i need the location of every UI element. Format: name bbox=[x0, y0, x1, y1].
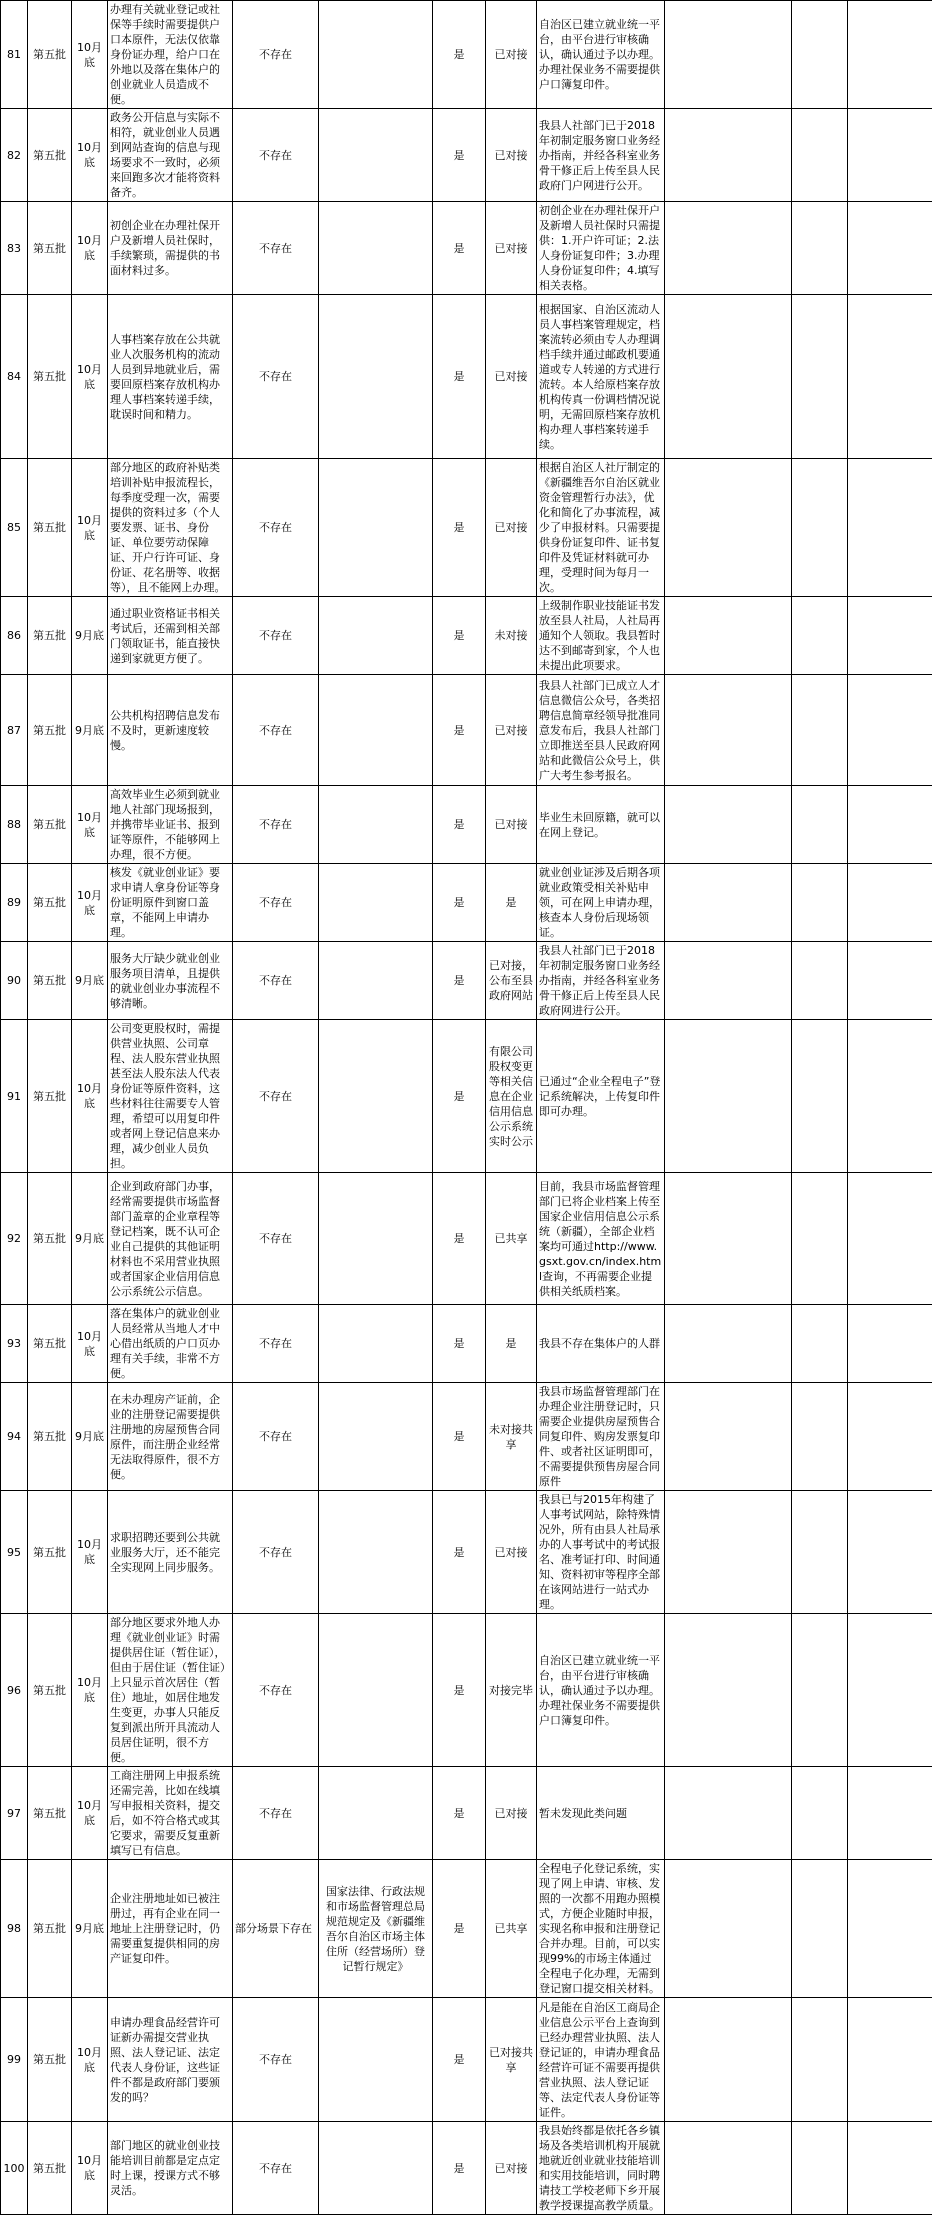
deadline-cell: 10月底 bbox=[72, 1, 108, 109]
docking-status: 有限公司股权变更等相关信息在企业信用信息公示系统实时公示 bbox=[486, 1020, 537, 1173]
scene-status: 不存在 bbox=[233, 1, 319, 109]
table-row bbox=[1, 1383, 932, 1491]
empty-cell bbox=[792, 597, 848, 675]
problem-description: 求职招聘还要到公共就业服务大厅，还不能完全实现网上同步服务。 bbox=[108, 1491, 233, 1614]
problem-description: 部门地区的就业创业技能培训目前都是定点定时上课，授课方式不够灵活。 bbox=[108, 2122, 233, 2215]
table-row bbox=[1, 1020, 932, 1173]
yes-flag: 是 bbox=[433, 1491, 486, 1614]
row-number: 99 bbox=[1, 1998, 28, 2122]
reply-text: 全程电子化登记系统，实现了网上申请、审核、发照的一次都不用跑办照模式，方便企业随时申报，实现名称申报和注册登记合并办理。目前，可以实现99%的市场主体通过全程电子化办理，无需到登记窗口提交相关材料。 bbox=[537, 1860, 665, 1998]
table-row bbox=[1, 1860, 932, 1998]
docking-status: 已共享 bbox=[486, 1173, 537, 1305]
empty-cell bbox=[848, 1614, 932, 1767]
reply-text: 自治区已建立就业统一平台，由平台进行审核确认，确认通过予以办理。办理社保业务不需要提供户口簿复印件。 bbox=[537, 1614, 665, 1767]
deadline-cell: 9月底 bbox=[72, 1173, 108, 1305]
yes-flag: 是 bbox=[433, 864, 486, 942]
yes-flag: 是 bbox=[433, 1173, 486, 1305]
empty-cell bbox=[792, 942, 848, 1020]
empty-cell bbox=[848, 459, 932, 597]
row-number: 81 bbox=[1, 1, 28, 109]
yes-flag: 是 bbox=[433, 202, 486, 295]
empty-cell bbox=[792, 1020, 848, 1173]
batch-cell: 第五批 bbox=[28, 1305, 72, 1383]
empty-cell bbox=[848, 1, 932, 109]
row-number: 93 bbox=[1, 1305, 28, 1383]
row-number: 94 bbox=[1, 1383, 28, 1491]
batch-cell: 第五批 bbox=[28, 459, 72, 597]
deadline-cell: 10月底 bbox=[72, 1491, 108, 1614]
empty-cell bbox=[848, 202, 932, 295]
empty-cell bbox=[848, 1767, 932, 1860]
problem-description: 部分地区的政府补贴类培训补贴申报流程长，每季度受理一次，需要提供的资料过多（个人要发票、证书、身份证、单位要劳动保障证、开户行许可证、身份证、花名册等、收据等），且不能网上办理。 bbox=[108, 459, 233, 597]
problem-description: 通过职业资格证书相关考试后，还需到相关部门领取证书，能直接快递到家就更方便了。 bbox=[108, 597, 233, 675]
problem-description: 初创企业在办理社保开户及新增人员社保时，手续繁琐，需提供的书面材料过多。 bbox=[108, 202, 233, 295]
scene-status: 不存在 bbox=[233, 459, 319, 597]
empty-cell bbox=[848, 1998, 932, 2122]
scene-status: 不存在 bbox=[233, 786, 319, 864]
empty-cell bbox=[665, 1614, 792, 1767]
docking-status: 未对接 bbox=[486, 597, 537, 675]
empty-cell bbox=[848, 864, 932, 942]
basis-cell bbox=[319, 597, 433, 675]
row-number: 96 bbox=[1, 1614, 28, 1767]
batch-cell: 第五批 bbox=[28, 942, 72, 1020]
scene-status: 不存在 bbox=[233, 1767, 319, 1860]
table-row bbox=[1, 109, 932, 202]
row-number: 89 bbox=[1, 864, 28, 942]
reply-text: 我县不存在集体户的人群 bbox=[537, 1305, 665, 1383]
docking-status: 已对接共享 bbox=[486, 1998, 537, 2122]
row-number: 82 bbox=[1, 109, 28, 202]
scene-status: 不存在 bbox=[233, 295, 319, 459]
deadline-cell: 9月底 bbox=[72, 675, 108, 786]
empty-cell bbox=[665, 1, 792, 109]
empty-cell bbox=[848, 786, 932, 864]
basis-cell bbox=[319, 1998, 433, 2122]
reply-text: 目前，我县市场监督管理部门已将企业档案上传至国家企业信用信息公示系统（新疆），全部企业档案均可通过http://www.gsxt.gov.cn/index.html查询，不再需要企业提供相关纸质档案。 bbox=[537, 1173, 665, 1305]
empty-cell bbox=[792, 1173, 848, 1305]
empty-cell bbox=[792, 1767, 848, 1860]
row-number: 86 bbox=[1, 597, 28, 675]
reply-text: 我县人社部门已成立人才信息微信公众号，各类招聘信息简章经领导批准同意发布后，我县人社部门立即推送至县人民政府网站和此微信公众号上，供广大考生参考报名。 bbox=[537, 675, 665, 786]
empty-cell bbox=[792, 202, 848, 295]
basis-cell bbox=[319, 864, 433, 942]
scene-status: 不存在 bbox=[233, 1020, 319, 1173]
empty-cell bbox=[848, 1173, 932, 1305]
table-row bbox=[1, 1, 932, 109]
yes-flag: 是 bbox=[433, 1383, 486, 1491]
empty-cell bbox=[665, 1305, 792, 1383]
scene-status: 不存在 bbox=[233, 1614, 319, 1767]
yes-flag: 是 bbox=[433, 675, 486, 786]
deadline-cell: 9月底 bbox=[72, 1383, 108, 1491]
batch-cell: 第五批 bbox=[28, 109, 72, 202]
problem-description: 公司变更股权时，需提供营业执照、公司章程、法人股东营业执照甚至法人股东法人代表身份证等原件资料，这些材料往往需要专人管理，希望可以用复印件或者网上登记信息来办理，减少创业人员负担。 bbox=[108, 1020, 233, 1173]
empty-cell bbox=[665, 1383, 792, 1491]
row-number: 88 bbox=[1, 786, 28, 864]
docking-status: 已对接 bbox=[486, 1, 537, 109]
empty-cell bbox=[665, 295, 792, 459]
empty-cell bbox=[665, 1860, 792, 1998]
empty-cell bbox=[665, 459, 792, 597]
yes-flag: 是 bbox=[433, 109, 486, 202]
row-number: 97 bbox=[1, 1767, 28, 1860]
table-row bbox=[1, 202, 932, 295]
empty-cell bbox=[792, 1305, 848, 1383]
scene-status: 不存在 bbox=[233, 2122, 319, 2215]
problem-description: 企业到政府部门办事，经常需要提供市场监督部门盖章的企业章程等登记档案，既不认可企业自己提供的其他证明材料也不采用营业执照或者国家企业信用信息公示系统公示信息。 bbox=[108, 1173, 233, 1305]
deadline-cell: 9月底 bbox=[72, 597, 108, 675]
empty-cell bbox=[848, 1383, 932, 1491]
table-row bbox=[1, 942, 932, 1020]
table-row bbox=[1, 864, 932, 942]
row-number: 87 bbox=[1, 675, 28, 786]
basis-cell bbox=[319, 1020, 433, 1173]
deadline-cell: 10月底 bbox=[72, 2122, 108, 2215]
basis-cell bbox=[319, 675, 433, 786]
empty-cell bbox=[792, 1998, 848, 2122]
empty-cell bbox=[665, 1767, 792, 1860]
basis-cell bbox=[319, 202, 433, 295]
basis-cell bbox=[319, 459, 433, 597]
reply-text: 已通过“企业全程电子”登记系统解决，上传复印件即可办理。 bbox=[537, 1020, 665, 1173]
row-number: 95 bbox=[1, 1491, 28, 1614]
docking-status: 已对接 bbox=[486, 1767, 537, 1860]
scene-status: 不存在 bbox=[233, 202, 319, 295]
batch-cell: 第五批 bbox=[28, 864, 72, 942]
deadline-cell: 9月底 bbox=[72, 1860, 108, 1998]
empty-cell bbox=[792, 459, 848, 597]
deadline-cell: 10月底 bbox=[72, 1614, 108, 1767]
batch-cell: 第五批 bbox=[28, 202, 72, 295]
table-row bbox=[1, 1491, 932, 1614]
empty-cell bbox=[665, 202, 792, 295]
batch-cell: 第五批 bbox=[28, 1383, 72, 1491]
deadline-cell: 10月底 bbox=[72, 1767, 108, 1860]
yes-flag: 是 bbox=[433, 1860, 486, 1998]
basis-cell bbox=[319, 2122, 433, 2215]
basis-cell bbox=[319, 786, 433, 864]
basis-cell bbox=[319, 1767, 433, 1860]
scene-status: 不存在 bbox=[233, 597, 319, 675]
deadline-cell: 10月底 bbox=[72, 295, 108, 459]
docking-status: 未对接共享 bbox=[486, 1383, 537, 1491]
empty-cell bbox=[665, 1020, 792, 1173]
empty-cell bbox=[848, 675, 932, 786]
scene-status: 不存在 bbox=[233, 942, 319, 1020]
table-row bbox=[1, 1305, 932, 1383]
problem-description: 服务大厅缺少就业创业服务项目清单，且提供的就业创业办事流程不够清晰。 bbox=[108, 942, 233, 1020]
batch-cell: 第五批 bbox=[28, 1173, 72, 1305]
row-number: 98 bbox=[1, 1860, 28, 1998]
row-number: 90 bbox=[1, 942, 28, 1020]
docking-status: 已对接 bbox=[486, 202, 537, 295]
basis-cell: 国家法律、行政法规和市场监督管理总局规范规定及《新疆维吾尔自治区市场主体住所（经营场所）登记暂行规定》 bbox=[319, 1860, 433, 1998]
problem-description: 企业注册地址如已被注册过，再有企业在同一地址上注册登记时，仍需要重复提供相同的房产证复印件。 bbox=[108, 1860, 233, 1998]
docking-status: 已对接 bbox=[486, 1491, 537, 1614]
reply-text: 根据国家、自治区流动人员人事档案管理规定，档案流转必须由专人办理调档手续并通过邮政机要通道或专人转递的方式进行流转。本人给原档案存放机构传真一份调档情况说明，无需回原档案存放机构办理人事档案转递手续。 bbox=[537, 295, 665, 459]
empty-cell bbox=[848, 109, 932, 202]
yes-flag: 是 bbox=[433, 459, 486, 597]
yes-flag: 是 bbox=[433, 1305, 486, 1383]
basis-cell bbox=[319, 1383, 433, 1491]
scene-status: 不存在 bbox=[233, 1383, 319, 1491]
problem-description: 办理有关就业登记或社保等手续时需要提供户口本原件，无法仅依靠身份证办理，给户口在外地以及落在集体户的创业就业人员造成不便。 bbox=[108, 1, 233, 109]
row-number: 100 bbox=[1, 2122, 28, 2215]
empty-cell bbox=[848, 597, 932, 675]
table-row bbox=[1, 1173, 932, 1305]
empty-cell bbox=[848, 1491, 932, 1614]
deadline-cell: 10月底 bbox=[72, 1305, 108, 1383]
docking-status: 已对接 bbox=[486, 786, 537, 864]
empty-cell bbox=[792, 1860, 848, 1998]
yes-flag: 是 bbox=[433, 1, 486, 109]
empty-cell bbox=[848, 1020, 932, 1173]
row-number: 83 bbox=[1, 202, 28, 295]
docking-status: 是 bbox=[486, 1305, 537, 1383]
table-row bbox=[1, 1998, 932, 2122]
yes-flag: 是 bbox=[433, 1614, 486, 1767]
empty-cell bbox=[848, 942, 932, 1020]
docking-status: 已对接 bbox=[486, 459, 537, 597]
deadline-cell: 10月底 bbox=[72, 459, 108, 597]
reply-text: 根据自治区人社厅制定的《新疆维吾尔自治区就业资金管理暂行办法》，优化和简化了办事流程，减少了申报材料。只需要提供身份证复印件、证书复印件及凭证材料就可办理，受理时间为每月一次。 bbox=[537, 459, 665, 597]
table-row bbox=[1, 786, 932, 864]
reply-text: 自治区已建立就业统一平台，由平台进行审核确认，确认通过予以办理。办理社保业务不需要提供户口簿复印件。 bbox=[537, 1, 665, 109]
yes-flag: 是 bbox=[433, 1020, 486, 1173]
scene-status: 不存在 bbox=[233, 1305, 319, 1383]
problem-description: 部分地区要求外地人办理《就业创业证》时需提供居住证（暂住证），但由于居住证（暂住证）上只显示首次居住（暂住）地址，如居住地发生变更，办事人只能反复到派出所开具流动人员居住证明，很不方便。 bbox=[108, 1614, 233, 1767]
batch-cell: 第五批 bbox=[28, 1, 72, 109]
deadline-cell: 10月底 bbox=[72, 1020, 108, 1173]
reply-text: 我县已与2015年构建了人事考试网站，除特殊情况外，所有由县人社局承办的人事考试中的考试报名、准考证打印、时间通知、资料初审等程序全部在该网站进行一站式办理。 bbox=[537, 1491, 665, 1614]
empty-cell bbox=[792, 1, 848, 109]
docking-status: 已对接 bbox=[486, 295, 537, 459]
empty-cell bbox=[792, 2122, 848, 2215]
empty-cell bbox=[792, 1491, 848, 1614]
docking-status: 对接完毕 bbox=[486, 1614, 537, 1767]
problem-description: 人事档案存放在公共就业人次服务机构的流动人员到异地就业后，需要回原档案存放机构办理人事档案转递手续，耽误时间和精力。 bbox=[108, 295, 233, 459]
reply-text: 我县始终都是依托各乡镇场及各类培训机构开展就地就近创业就业技能培训和实用技能培训，同时聘请技工学校老师下乡开展教学授课提高教学质量。 bbox=[537, 2122, 665, 2215]
empty-cell bbox=[665, 864, 792, 942]
yes-flag: 是 bbox=[433, 1767, 486, 1860]
deadline-cell: 10月底 bbox=[72, 202, 108, 295]
table-row bbox=[1, 2122, 932, 2215]
problem-description: 高效毕业生必须到就业地人社部门现场报到，并携带毕业证书、报到证等原件，不能够网上办理，很不方便。 bbox=[108, 786, 233, 864]
empty-cell bbox=[792, 1614, 848, 1767]
empty-cell bbox=[665, 109, 792, 202]
empty-cell bbox=[665, 1491, 792, 1614]
empty-cell bbox=[792, 1383, 848, 1491]
row-number: 91 bbox=[1, 1020, 28, 1173]
empty-cell bbox=[848, 2122, 932, 2215]
reply-text: 我县市场监督管理部门在办理企业注册登记时，只需要企业提供房屋预售合同复印件、购房发票复印件、或者社区证明即可，不需要提供预售房屋合同原件 bbox=[537, 1383, 665, 1491]
deadline-cell: 10月底 bbox=[72, 786, 108, 864]
problem-description: 工商注册网上申报系统还需完善，比如在线填写申报相关资料，提交后，如不符合格式或其它要求，需要反复重新填写已有信息。 bbox=[108, 1767, 233, 1860]
yes-flag: 是 bbox=[433, 942, 486, 1020]
empty-cell bbox=[665, 942, 792, 1020]
basis-cell bbox=[319, 1, 433, 109]
reply-text: 初创企业在办理社保开户及新增人员社保时只需提供：1.开户许可证；2.法人身份证复印件；3.办理人身份证复印件；4.填写相关表格。 bbox=[537, 202, 665, 295]
reply-text: 我县人社部门已于2018年初制定服务窗口业务经办指南，并经各科室业务骨干修正后上传至县人民政府网进行公开。 bbox=[537, 942, 665, 1020]
empty-cell bbox=[848, 295, 932, 459]
row-number: 84 bbox=[1, 295, 28, 459]
empty-cell bbox=[792, 295, 848, 459]
empty-cell bbox=[665, 1173, 792, 1305]
scene-status: 不存在 bbox=[233, 109, 319, 202]
problem-description: 落在集体户的就业创业人员经常从当地人才中心借出纸质的户口页办理有关手续，非常不方便。 bbox=[108, 1305, 233, 1383]
batch-cell: 第五批 bbox=[28, 597, 72, 675]
docking-status: 已对接 bbox=[486, 675, 537, 786]
basis-cell bbox=[319, 1173, 433, 1305]
basis-cell bbox=[319, 109, 433, 202]
reply-text: 凡是能在自治区工商局企业信息公示平台上查询到已经办理营业执照、法人登记证的，申请办理食品经营许可证不需要再提供营业执照、法人登记证等、法定代表人身份证等证件。 bbox=[537, 1998, 665, 2122]
yes-flag: 是 bbox=[433, 1998, 486, 2122]
table-row bbox=[1, 459, 932, 597]
problem-description: 政务公开信息与实际不相符，就业创业人员遇到网站查询的信息与现场要求不一致时，必须来回跑多次才能将资料备齐。 bbox=[108, 109, 233, 202]
problem-description: 核发《就业创业证》要求申请人拿身份证等身份证明原件到窗口盖章，不能网上申请办理。 bbox=[108, 864, 233, 942]
reply-text: 毕业生未回原籍，就可以在网上登记。 bbox=[537, 786, 665, 864]
empty-cell bbox=[665, 597, 792, 675]
scene-status: 部分场景下存在 bbox=[233, 1860, 319, 1998]
scene-status: 不存在 bbox=[233, 1998, 319, 2122]
basis-cell bbox=[319, 1491, 433, 1614]
empty-cell bbox=[665, 786, 792, 864]
empty-cell bbox=[792, 109, 848, 202]
docking-status: 已对接，公布至县政府网站 bbox=[486, 942, 537, 1020]
table-row bbox=[1, 675, 932, 786]
scene-status: 不存在 bbox=[233, 864, 319, 942]
batch-cell: 第五批 bbox=[28, 295, 72, 459]
basis-cell bbox=[319, 942, 433, 1020]
row-number: 85 bbox=[1, 459, 28, 597]
reply-text: 就业创业证涉及后期各项就业政策受相关补贴申领，可在网上申请办理，核查本人身份后现场领证。 bbox=[537, 864, 665, 942]
deadline-cell: 10月底 bbox=[72, 1998, 108, 2122]
docking-status: 已对接 bbox=[486, 109, 537, 202]
basis-cell bbox=[319, 1614, 433, 1767]
batch-cell: 第五批 bbox=[28, 1860, 72, 1998]
yes-flag: 是 bbox=[433, 786, 486, 864]
deadline-cell: 9月底 bbox=[72, 942, 108, 1020]
row-number: 92 bbox=[1, 1173, 28, 1305]
empty-cell bbox=[792, 786, 848, 864]
deadline-cell: 10月底 bbox=[72, 109, 108, 202]
docking-status: 已对接 bbox=[486, 2122, 537, 2215]
empty-cell bbox=[848, 1860, 932, 1998]
empty-cell bbox=[665, 1998, 792, 2122]
batch-cell: 第五批 bbox=[28, 1998, 72, 2122]
reply-text: 我县人社部门已于2018年初制定服务窗口业务经办指南，并经各科室业务骨干修正后上传至县人民政府门户网进行公开。 bbox=[537, 109, 665, 202]
deadline-cell: 10月底 bbox=[72, 864, 108, 942]
empty-cell bbox=[848, 1305, 932, 1383]
batch-cell: 第五批 bbox=[28, 1614, 72, 1767]
batch-cell: 第五批 bbox=[28, 675, 72, 786]
scene-status: 不存在 bbox=[233, 1173, 319, 1305]
table-row bbox=[1, 597, 932, 675]
empty-cell bbox=[665, 675, 792, 786]
batch-cell: 第五批 bbox=[28, 1020, 72, 1173]
yes-flag: 是 bbox=[433, 295, 486, 459]
basis-cell bbox=[319, 1305, 433, 1383]
reply-text: 上级制作职业技能证书发放至县人社局，人社局再通知个人领取。我县暂时达不到邮寄到家，个人也未提出此项要求。 bbox=[537, 597, 665, 675]
batch-cell: 第五批 bbox=[28, 1767, 72, 1860]
problem-description: 申请办理食品经营许可证新办需提交营业执照、法人登记证、法定代表人身份证，这些证件不都是政府部门要颁发的吗？ bbox=[108, 1998, 233, 2122]
yes-flag: 是 bbox=[433, 597, 486, 675]
table-row bbox=[1, 1614, 932, 1767]
yes-flag: 是 bbox=[433, 2122, 486, 2215]
empty-cell bbox=[792, 675, 848, 786]
batch-cell: 第五批 bbox=[28, 786, 72, 864]
docking-status: 已共享 bbox=[486, 1860, 537, 1998]
table-row bbox=[1, 1767, 932, 1860]
docking-status: 是 bbox=[486, 864, 537, 942]
batch-cell: 第五批 bbox=[28, 2122, 72, 2215]
empty-cell bbox=[665, 2122, 792, 2215]
scene-status: 不存在 bbox=[233, 675, 319, 786]
reply-text: 暂未发现此类问题 bbox=[537, 1767, 665, 1860]
problem-description: 公共机构招聘信息发布不及时，更新速度较慢。 bbox=[108, 675, 233, 786]
empty-cell bbox=[792, 864, 848, 942]
scene-status: 不存在 bbox=[233, 1491, 319, 1614]
basis-cell bbox=[319, 295, 433, 459]
batch-cell: 第五批 bbox=[28, 1491, 72, 1614]
problem-description: 在未办理房产证前，企业的注册登记需要提供注册地的房屋预售合同原件，而注册企业经常无法取得原件，很不方便。 bbox=[108, 1383, 233, 1491]
table-row bbox=[1, 295, 932, 459]
